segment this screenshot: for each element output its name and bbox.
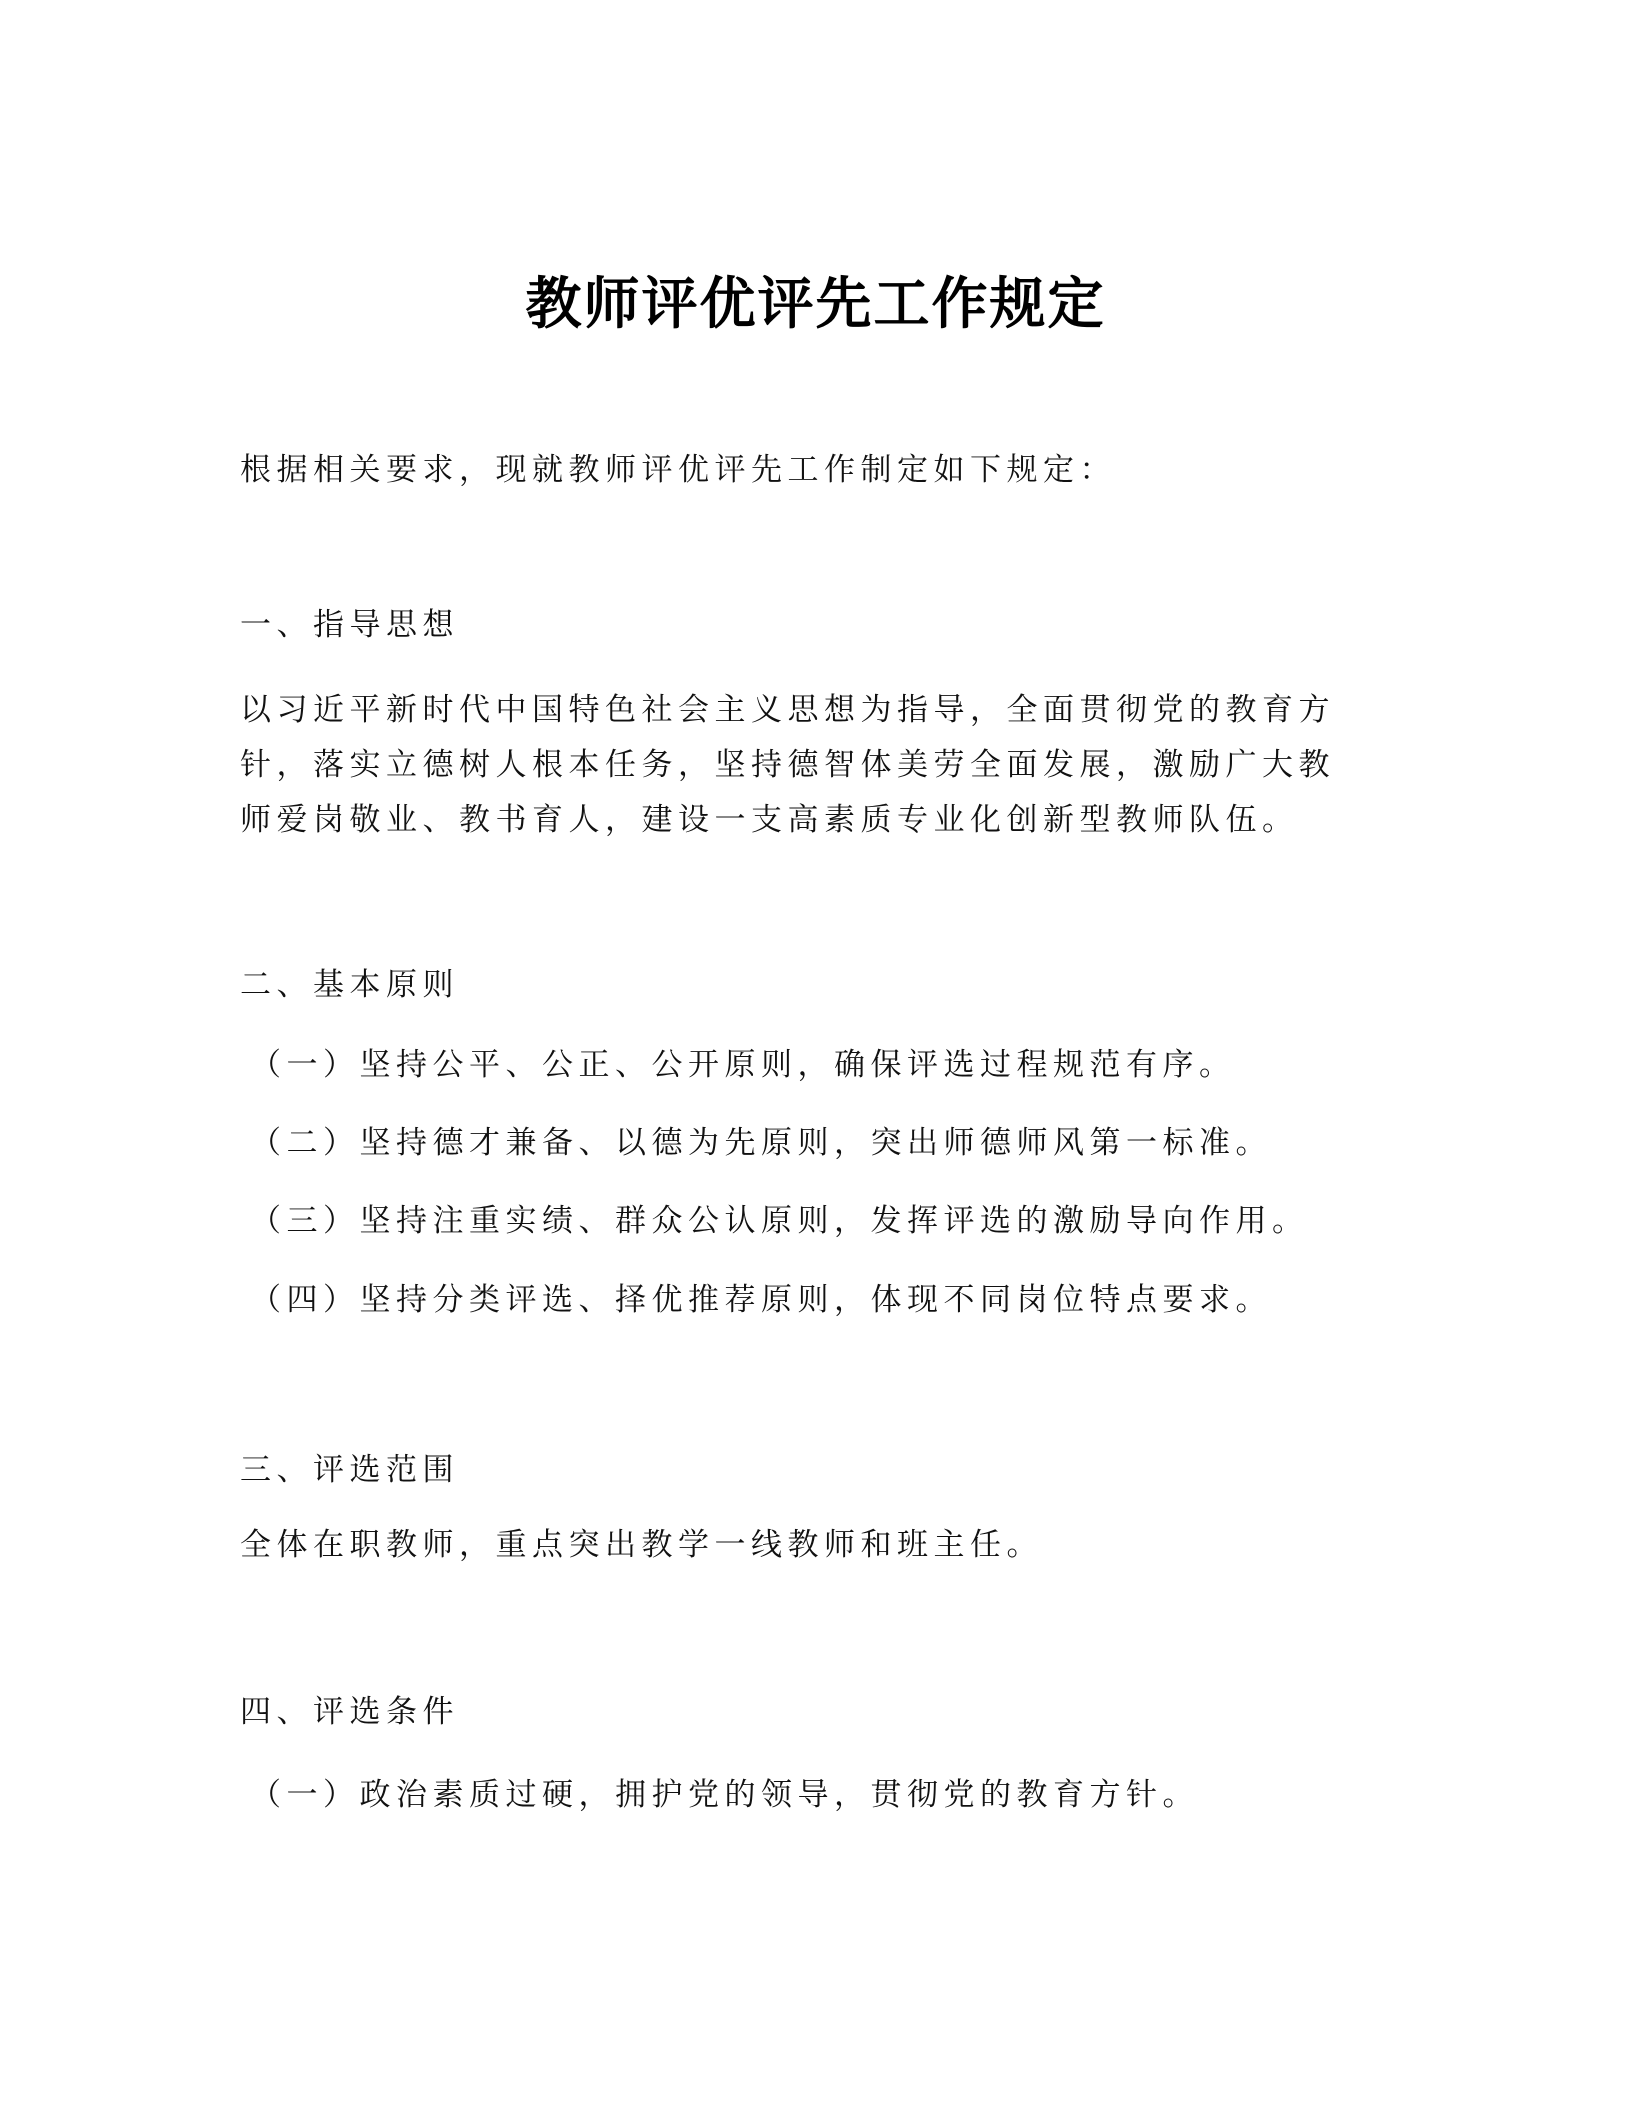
paragraph-line: 针，落实立德树人根本任务，坚持德智体美劳全面发展，激励广大教 bbox=[240, 747, 1335, 783]
list-item: （二）坚持德才兼备、以德为先原则，突出师德师风第一标准。 bbox=[250, 1125, 1272, 1161]
list-item: （一）政治素质过硬，拥护党的领导，贯彻党的教育方针。 bbox=[250, 1777, 1199, 1813]
intro-paragraph: 根据相关要求，现就教师评优评先工作制定如下规定： bbox=[240, 452, 1116, 488]
section-heading-selection-criteria: 四、评选条件 bbox=[240, 1694, 459, 1730]
list-item: （一）坚持公平、公正、公开原则，确保评选过程规范有序。 bbox=[250, 1047, 1236, 1083]
section-heading-selection-scope: 三、评选范围 bbox=[240, 1452, 459, 1488]
paragraph-line: 师爱岗敬业、教书育人，建设一支高素质专业化创新型教师队伍。 bbox=[240, 802, 1299, 838]
section-heading-basic-principles: 二、基本原则 bbox=[240, 967, 459, 1003]
document-title: 教师评优评先工作规定 bbox=[525, 271, 1106, 337]
paragraph-line: 全体在职教师，重点突出教学一线教师和班主任。 bbox=[240, 1527, 1043, 1563]
paragraph-line: 以习近平新时代中国特色社会主义思想为指导，全面贯彻党的教育方 bbox=[240, 692, 1335, 728]
list-item: （三）坚持注重实绩、群众公认原则，发挥评选的激励导向作用。 bbox=[250, 1203, 1309, 1239]
list-item: （四）坚持分类评选、择优推荐原则，体现不同岗位特点要求。 bbox=[250, 1282, 1272, 1318]
section-heading-guiding-ideology: 一、指导思想 bbox=[240, 607, 459, 643]
